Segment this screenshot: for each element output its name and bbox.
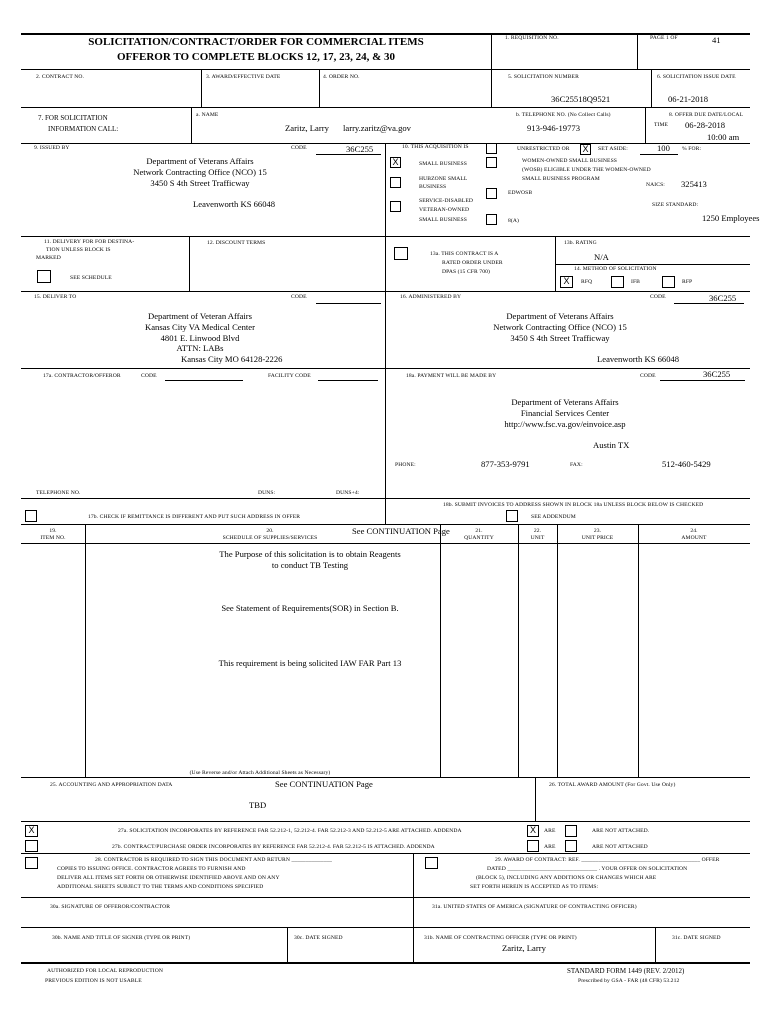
facility-code-field[interactable] [318,370,378,381]
wosb-label3: SMALL BUSINESS PROGRAM [522,176,600,182]
acquisition-checkbox[interactable] [486,143,497,154]
see-continuation: See CONTINUATION Page [352,526,450,536]
contractor-label: 17a. CONTRACTOR/OFFEROR [43,373,121,379]
hubzone-label2: BUSINESS [419,184,447,190]
deliver-city: Kansas City MO 64128-2226 [181,354,283,364]
info-call-label2: INFORMATION CALL: [48,125,119,133]
rule [21,777,750,778]
rule [385,498,750,499]
duns4-label: DUNS+4: [336,490,360,496]
purpose-line2: to conduct TB Testing [271,560,349,570]
sdvosb-label1: SERVICE-DISABLED [419,198,473,204]
see-schedule-label: SEE SCHEDULE [70,275,112,281]
contractor-sign-checkbox[interactable] [25,857,38,869]
accounting-see-cont: See CONTINUATION Page [275,779,373,789]
block29-line3: (BLOCK 5), INCLUDING ANY ADDITIONS OR CHANGES WHICH ARE [476,875,657,881]
rule [21,821,750,822]
rfq-checkbox[interactable]: X [560,276,573,288]
submit-invoices-label: 18b. SUBMIT INVOICES TO ADDRESS SHOWN IN BLOCK 18a UNLESS BLOCK BELOW IS CHECKED [443,502,704,508]
divider [201,69,202,107]
admin-line2: Network Contracting Office (NCO) 15 [493,322,627,332]
admin-code-label: CODE [650,294,666,300]
rated-label3: DPAS (15 CFR 700) [442,269,490,275]
addenda-not-attached-b-checkbox[interactable] [565,840,577,852]
rule [21,524,750,525]
deliver-code-field[interactable] [316,293,381,304]
issued-line1: Department of Veterans Affairs [146,156,254,166]
block29-line2: DATED _______________________________ . YOUR OFFER ON SOLICITATION [487,866,688,872]
eight-a-checkbox[interactable] [486,214,497,225]
divider [413,853,414,962]
divider [655,927,656,962]
col-unit-price: 23. [593,528,602,534]
delivery-label3: MARKED [36,255,61,261]
wosb-label2: (WOSB) ELIGIBLE UNDER THE WOMEN-OWNED [522,167,651,173]
col-schedule: 20. [266,528,274,534]
col-unit-label: UNIT [530,535,545,541]
deliver-line4: ATTN: LABs [176,343,224,353]
purpose-line1: The Purpose of this solicitation is to obtain Reagents [219,549,401,559]
admin-city: Leavenworth KS 66048 [597,354,680,364]
col-unit: 22. [533,528,542,534]
officer-signature-label: 31a. UNITED STATES OF AMERICA (SIGNATURE OF CONTRACTING OFFICER) [432,904,637,910]
form-number: STANDARD FORM 1449 (REV. 2/2012) [567,967,685,975]
block28-line4: ADDITIONAL SHEETS SUBJECT TO THE TERMS AND CONDITIONS SPECIFIED [57,884,264,890]
issue-date: 06-21-2018 [668,94,709,104]
deliver-code-label: CODE [291,294,307,300]
col-amount: 24. [690,528,698,534]
unrestricted-checkbox[interactable]: X [580,144,591,155]
unrestricted-label: UNRESTRICTED OR [517,146,570,152]
due-date-label: 8. OFFER DUE DATE/LOCAL [669,112,744,118]
addenda-are-b-checkbox[interactable] [527,840,539,852]
sor-note: See Statement of Requirements(SOR) in Section B. [221,603,399,613]
ifb-label: IFB [631,279,641,285]
pct-for-label: % FOR: [682,146,702,152]
addenda-are-label: ARE [544,828,556,834]
sdvosb-label2: VETERAN-OWNED [419,207,470,213]
footer-prev-edition: PREVIOUS EDITION IS NOT USABLE [45,978,142,984]
top-border [21,33,750,35]
due-date: 06-28-2018 [685,120,726,130]
order-no-label: 4. ORDER NO. [323,74,360,80]
contract-no-label: 2. CONTRACT NO. [36,74,85,80]
block28-line1: 28. CONTRACTOR IS REQUIRED TO SIGN THIS DOCUMENT AND RETURN ______________ [95,857,333,863]
issued-code-label: CODE [291,145,307,151]
signer-name-label: 30b. NAME AND TITLE OF SIGNER (TYPE OR PRINT) [52,935,191,941]
payment-code-label: CODE [640,373,656,379]
discount-label: 12. DISCOUNT TERMS [207,240,266,246]
addenda-not-attached-label: ARE NOT ATTACHED. [592,828,650,834]
payment-fax-label: FAX: [570,462,583,468]
award-checkbox[interactable] [425,857,438,869]
officer-date-label: 31c. DATE SIGNED [672,935,721,941]
admin-line3: 3450 S 4th Street Trafficway [510,333,610,343]
contact-email: larry.zaritz@va.gov [343,123,411,133]
rfp-checkbox[interactable] [662,276,675,288]
requisition-label: 1. REQUISITION NO. [505,35,559,41]
method-label: 14. METHOD OF SOLICITATION [574,266,657,272]
payment-code: 36C255 [703,369,731,379]
rating-value: N/A [594,252,609,262]
delivery-label1: 11. DELIVERY FOR FOB DESTINA- [44,239,135,245]
col-item-no-label: ITEM NO. [40,535,66,541]
page-label: PAGE 1 OF [650,35,678,41]
divider [557,524,558,777]
info-call-label: 7. FOR SOLICITATION [38,114,108,122]
rated-order-checkbox[interactable] [394,247,408,260]
prescribed-by: Prescribed by GSA - FAR (48 CFR) 53.212 [578,978,680,984]
rule [21,543,750,544]
block29-line1: 29. AWARD OF CONTRACT: REF. _________________________________________ OFFER [495,857,720,863]
form-title-line2: OFFEROR TO COMPLETE BLOCKS 12, 17, 23, 24, & 30 [117,51,395,63]
size-standard: 1250 Employees [702,213,760,223]
clause-27a-label: 27a. SOLICITATION INCORPORATES BY REFERENCE FAR 52.212-1, 52.212-4. FAR 52.212-3 AND 52.212-5 ARE ATTACHED. ADDENDA [118,828,462,834]
divider [189,236,190,291]
small-business-label: SMALL BUSINESS [419,161,467,167]
col-quantity: 21. [475,528,483,534]
divider [638,524,639,777]
officer-name-label: 31b. NAME OF CONTRACTING OFFICER (TYPE OR PRINT) [424,935,577,941]
hubzone-checkbox[interactable] [390,177,401,188]
issued-line3: 3450 S 4th Street Trafficway [150,178,250,188]
divider [518,524,519,777]
set-aside-pct: 100 [657,143,670,153]
form-title-line1: SOLICITATION/CONTRACT/ORDER FOR COMMERCIAL ITEMS [88,36,424,48]
rule [555,264,750,265]
rule [21,897,750,898]
wosb-label1: WOMEN-OWNED SMALL BUSINESS [522,158,617,164]
divider [535,777,536,821]
remit-label: 17b. CHECK IF REMITTANCE IS DIFFERENT AND PUT SUCH ADDRESS IN OFFER [88,514,301,520]
award-date-label: 3. AWARD/EFFECTIVE DATE [206,74,281,80]
divider [385,143,386,524]
divider [651,69,652,107]
accounting-label: 25. ACCOUNTING AND APPROPRIATION DATA [50,782,173,788]
total-award-label: 26. TOTAL AWARD AMOUNT (For Govt. Use Only) [549,782,676,788]
issued-city: Leavenworth KS 66048 [193,199,276,209]
issue-date-label: 6. SOLICITATION ISSUE DATE [657,74,736,80]
rule [21,927,750,928]
addenda-not-attached-checkbox[interactable] [565,825,577,837]
bottom-border [21,962,750,964]
ifb-checkbox[interactable] [611,276,624,288]
contractor-code-field[interactable] [165,370,243,381]
col-quantity-label: QUANTITY [464,535,494,541]
rule [21,107,750,108]
rated-label1: 13a. THIS CONTRACT IS A [430,251,499,257]
delivery-label2: TION UNLESS BLOCK IS [46,247,111,253]
block28-line2: COPIES TO ISSUING OFFICE. CONTRACTOR AGREES TO FURNISH AND [57,866,246,872]
addenda-not-attached-b-label: ARE NOT ATTACHED [592,844,648,850]
addendum-checkbox[interactable] [506,510,518,522]
far-note: This requirement is being solicited IAW FAR Part 13 [218,658,402,668]
payment-line1: Department of Veterans Affairs [511,397,619,407]
reverse-note: (Use Reverse and/or Attach Additional Sheets as Necessary) [189,770,331,776]
rule [21,69,750,70]
col-amount-label: AMOUNT [681,535,707,541]
rated-label2: RATED ORDER UNDER [442,260,503,266]
due-time: 10:00 am [707,132,740,142]
solicitation-no: 36C25518Q9521 [551,94,611,104]
payment-label: 18a. PAYMENT WILL BE MADE BY [406,373,497,379]
telephone-label: TELEPHONE NO. [36,490,81,496]
sdvosb-label3: SMALL BUSINESS [419,217,467,223]
payment-line3: http://www.fsc.va.gov/einvoice.asp [504,419,626,429]
phone-label: b. TELEPHONE NO. (No Collect Calls) [516,112,611,118]
addenda-are-checkbox[interactable]: X [527,825,539,837]
block28-line3: DELIVER ALL ITEMS SET FORTH OR OTHERWISE IDENTIFIED ABOVE AND ON ANY [57,875,280,881]
name-label: a. NAME [196,112,219,118]
footer-auth: AUTHORIZED FOR LOCAL REPRODUCTION [47,968,164,974]
wosb-checkbox[interactable] [486,157,497,168]
payment-fax: 512-460-5429 [662,459,711,469]
naics-label: NAICS: [646,182,665,188]
clause-27b-checkbox[interactable] [25,840,38,852]
admin-code: 36C255 [709,293,737,303]
divider [645,107,646,143]
col-unit-price-label: UNIT PRICE [581,535,614,541]
naics-code: 325413 [681,179,707,189]
size-standard-label: SIZE STANDARD: [652,202,699,208]
rule [21,498,385,499]
administered-label: 16. ADMINISTERED BY [400,294,462,300]
block29-line4: SET FORTH HEREIN IS ACCEPTED AS TO ITEMS: [470,884,599,890]
payment-line2: Financial Services Center [520,408,610,418]
duns-label: DUNS: [258,490,276,496]
col-schedule-label: SCHEDULE OF SUPPLIES/SERVICES [222,535,318,541]
sdvosb-checkbox[interactable] [390,201,401,212]
divider [287,927,288,962]
small-business-checkbox[interactable]: X [390,157,401,168]
facility-code-label: FACILITY CODE [268,373,311,379]
deliver-line1: Department of Veteran Affairs [148,311,252,321]
acquisition-label: 10. THIS ACQUISITION IS [402,144,469,150]
clause-27a-checkbox[interactable]: X [25,825,38,837]
rule [21,853,750,854]
rfq-label: RFQ [581,279,593,285]
admin-line1: Department of Veterans Affairs [506,311,614,321]
set-aside-label: SET ASIDE: [598,146,628,152]
offeror-signature-label: 30a. SIGNATURE OF OFFEROR/CONTRACTOR [50,904,171,910]
rfp-label: RFP [682,279,693,285]
rating-label: 13b. RATING [564,240,597,246]
divider [191,107,192,143]
hubzone-label1: HUBZONE SMALL [419,176,468,182]
contact-name: Zaritz, Larry [285,123,329,133]
solicitation-no-label: 5. SOLICITATION NUMBER [508,74,579,80]
divider [319,69,320,107]
edwosb-label: EDWOSB [508,190,533,196]
deliver-line2: Kansas City VA Medical Center [145,322,255,332]
officer-name: Zaritz, Larry [502,943,546,953]
divider [491,33,492,107]
clause-27b-label: 27b. CONTRACT/PURCHASE ORDER INCORPORATES BY REFERENCE FAR 52.212-4. FAR 52.212-5 IS ATTACHED. ADDENDA [112,844,435,850]
issued-code: 36C255 [346,144,374,154]
divider [85,524,86,777]
payment-city: Austin TX [593,440,630,450]
page-total: 41 [712,35,721,45]
addendum-label: SEE ADDENDUM [531,514,576,520]
edwosb-checkbox[interactable] [486,188,497,199]
contact-phone: 913-946-19773 [527,123,580,133]
remit-checkbox[interactable] [25,510,37,522]
payment-phone: 877-353-9791 [481,459,530,469]
payment-phone-label: PHONE: [395,462,416,468]
accounting-tbd: TBD [249,800,267,810]
col-item-no: 19. [49,528,57,534]
signer-date-label: 30c. DATE SIGNED [294,935,343,941]
contractor-code-label: CODE [141,373,157,379]
divider [637,33,638,69]
deliver-to-label: 15. DELIVER TO [34,294,77,300]
addenda-are-b-label: ARE [544,844,556,850]
eight-a-label: 8(A) [508,218,519,224]
see-schedule-checkbox[interactable] [37,270,51,283]
issued-by-label: 9. ISSUED BY [34,145,70,151]
deliver-line3: 4801 E. Linwood Blvd [160,333,240,343]
issued-line2: Network Contracting Office (NCO) 15 [133,167,267,177]
time-label: TIME [654,122,669,128]
